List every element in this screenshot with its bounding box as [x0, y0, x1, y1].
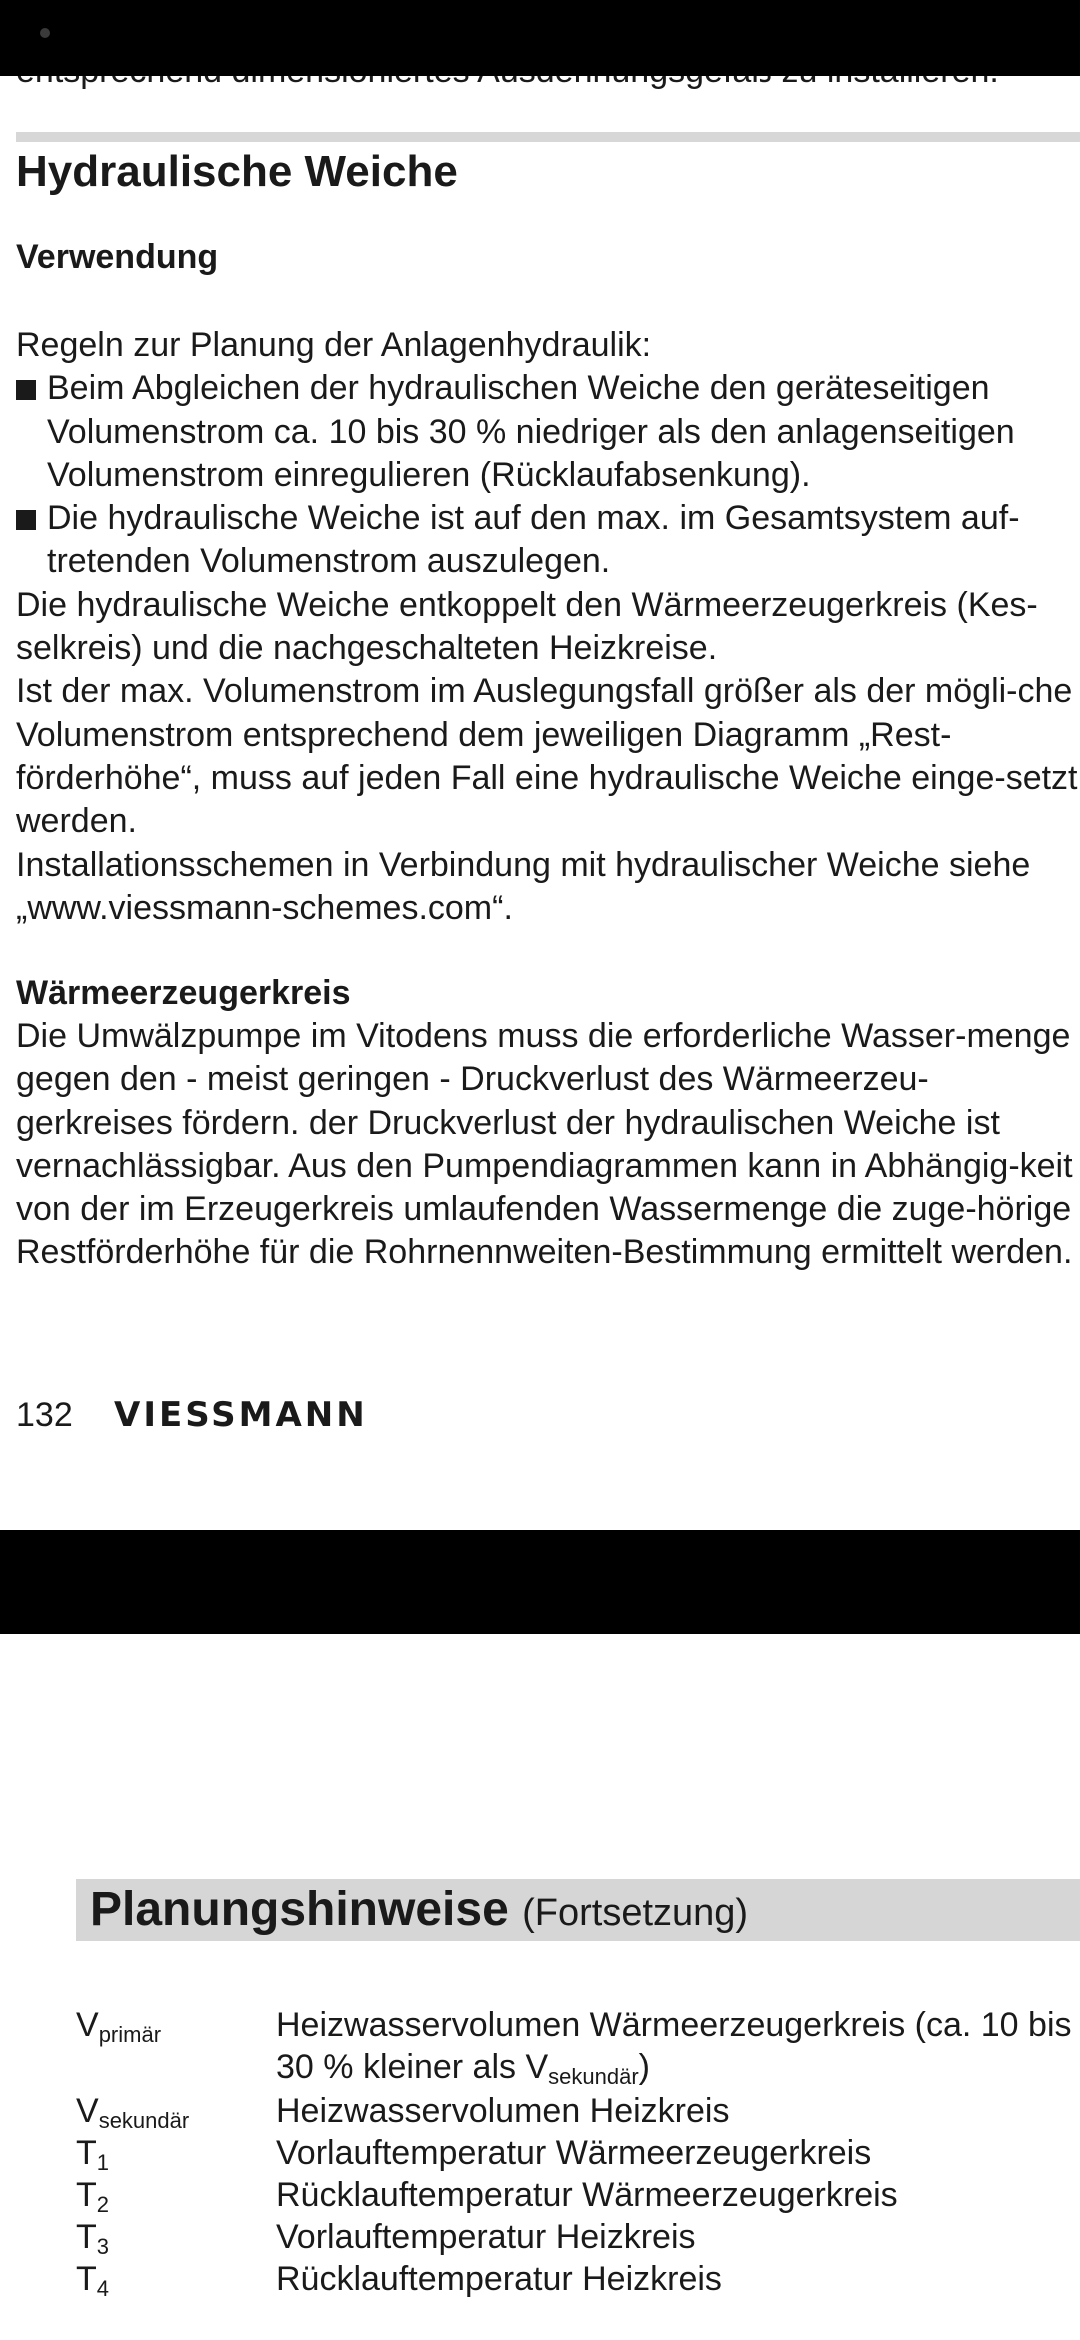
legend-row-t2 — [76, 2174, 1080, 2216]
legend-row-v-primaer — [76, 2004, 1080, 2088]
usage-intro: Regeln zur Planung der Anlagenhydraulik: — [16, 326, 652, 364]
legend-symbol: $T_4$ — [76, 2260, 110, 2301]
usage-bullet-1 — [16, 367, 1078, 497]
legend-description: Vorlauftemperatur Heizkreis — [276, 2218, 696, 2256]
legend-row-t1 — [76, 2132, 1080, 2174]
usage-paragraph-3: Installationsschemen in Verbindung mit hydraulischer Weiche siehe „www.viessmann-schemes.com“. — [16, 845, 1031, 927]
usage-heading: Verwendung — [16, 238, 219, 276]
usage-paragraph-1: Die hydraulische Weiche entkoppelt den Wärmeerzeugerkreis (Kes-selkreis) und die nachgeschalteten Heizkreise. — [16, 585, 1038, 668]
page-header-bar — [76, 1879, 1080, 1941]
legend-description: Vorlauftemperatur Wärmeerzeugerkreis — [276, 2134, 872, 2172]
legend-row-v-sekundaer — [76, 2090, 1080, 2132]
legend-symbol: $T_1$ — [76, 2134, 110, 2175]
generator-circuit-paragraph: Die Umwälzpumpe im Vitodens muss die erforderliche Wasser-menge gegen den - meist geringen - Druckverlust des Wärmeerzeu-gerkreises fördern. der Druckverlust der hydraulischen Weiche ist vernachlässigbar. Aus den Pumpendiagrammen kann in Abhängig-keit von der im Erzeugerkreis umlaufenden Wassermenge die zuge-hörige Restförderhöhe für die Rohrnennweiten-Bestimmung ermittelt werden. — [16, 1017, 1073, 1272]
usage-body — [16, 324, 1078, 930]
legend-symbol: $T_3$ — [76, 2218, 110, 2259]
status-bar — [0, 0, 1080, 76]
viessmann-logo: VIESSMANN — [114, 1395, 368, 1435]
page-number: 132 — [16, 1396, 73, 1434]
legend-row-t3 — [76, 2216, 1080, 2258]
legend-description: Rücklauftemperatur Wärmeerzeugerkreis — [276, 2176, 898, 2214]
usage-paragraph-2: Ist der max. Volumenstrom im Auslegungsfall größer als der mögli-che Volumenstrom entsprechend dem jeweiligen Diagramm „Rest-förderhöhe“, muss auf jeden Fall eine hydraulische Weiche einge-setzt werden. — [16, 672, 1078, 841]
generator-circuit-body — [16, 1015, 1078, 1275]
page-header-title — [90, 1881, 748, 1942]
notification-dot-icon — [40, 28, 50, 38]
legend-description: Heizwasservolumen Wärmeerzeugerkreis (ca. 10 bis 30 % kleiner als $V_{sekundär}$) — [276, 2006, 1072, 2089]
square-bullet-icon — [16, 380, 36, 400]
legend-symbol: $V_{sekundär}$ — [76, 2092, 190, 2133]
legend-description: Rücklauftemperatur Heizkreis — [276, 2260, 722, 2298]
bullet-text: Beim Abgleichen der hydraulischen Weiche den geräteseitigen Volumenstrom ca. 10 bis 30 % niedriger als den anlagenseitigen Volumenstrom einregulieren (Rücklaufabsenkung). — [47, 369, 1015, 494]
header-title-suffix: (Fortsetzung) — [522, 1892, 749, 1934]
bullet-text: Die hydraulische Weiche ist auf den max. im Gesamtsystem auf-tretenden Volumenstrom auszulegen. — [47, 499, 1020, 581]
document-page-next[interactable] — [0, 1634, 1080, 2340]
legend-description: Heizwasservolumen Heizkreis — [276, 2092, 730, 2130]
header-title-main: Planungshinweise — [90, 1883, 509, 1936]
generator-circuit-heading: Wärmeerzeugerkreis — [16, 974, 351, 1012]
legend-row-t4 — [76, 2258, 1080, 2300]
square-bullet-icon — [16, 510, 36, 530]
legend-symbol: $V_{primär}$ — [76, 2006, 162, 2047]
section-title: Hydraulische Weiche — [16, 147, 458, 196]
section-divider — [16, 132, 1080, 142]
usage-bullet-2 — [16, 497, 1078, 584]
page-separator — [0, 1530, 1080, 1634]
legend-symbol: $T_2$ — [76, 2176, 110, 2217]
